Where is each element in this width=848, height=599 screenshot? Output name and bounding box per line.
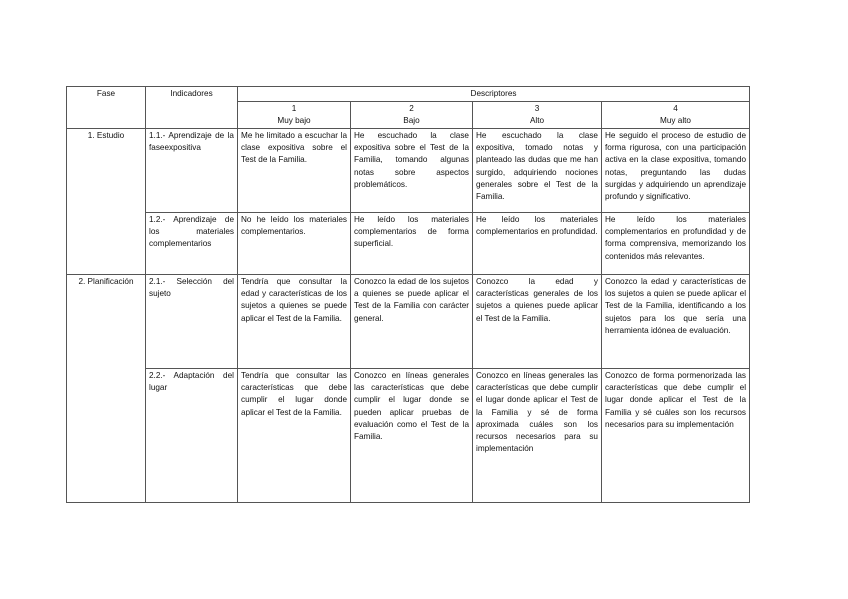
indicator-cell: 1.2.- Aprendizaje de los materiales complementarios (146, 213, 238, 275)
level-number: 4 (673, 104, 678, 114)
descriptor-cell: Conozco de forma pormenorizada las características que debe cumplir el lugar donde aplicar el Test de la Familia y sé cuáles son los recursos necesarios para su implementación (602, 369, 750, 503)
descriptor-cell: He leído los materiales complementarios en profundidad. (473, 213, 602, 275)
descriptor-cell: Conozco la edad y características de los sujetos a quien se puede aplicar el Test de la Familia, identificando a los sujetos para los que sería una herramienta idónea de evaluación. (602, 275, 750, 369)
phase-planificacion: 2. Planificación (67, 275, 146, 503)
table-row (67, 275, 750, 369)
phase-estudio: 1. Estudio (67, 129, 146, 275)
descriptor-cell: Me he limitado a escuchar la clase expositiva sobre el Test de la Familia. (238, 129, 351, 213)
descriptor-cell: He leído los materiales complementarios en profundidad y de forma comprensiva, memorizando los contenidos más relevantes. (602, 213, 750, 275)
level-header-4 (602, 102, 750, 129)
descriptor-cell: He escuchado la clase expositiva, tomado notas y planteado las dudas que me han surgido, adquiriendo nociones generales sobre el Test de la Familia. (473, 129, 602, 213)
rubric-table (66, 86, 750, 503)
indicator-cell: 2.2.- Adaptación del lugar (146, 369, 238, 503)
header-fase: Fase (67, 87, 146, 129)
level-label: Bajo (403, 116, 420, 126)
level-label: Muy alto (660, 116, 691, 126)
level-number: 1 (291, 104, 297, 114)
level-label: Muy bajo (277, 116, 311, 126)
descriptor-cell: Conozco en líneas generales las características que debe cumplir el lugar donde aplicar el Test de la Familia y sé de forma aproximada cuáles son los recursos necesarios para su implementación (473, 369, 602, 503)
level-number: 2 (409, 104, 414, 114)
header-indicadores: Indicadores (146, 87, 238, 129)
descriptor-cell: He escuchado la clase expositiva sobre el Test de la Familia, tomando algunas notas sobre aspectos problemáticos. (351, 129, 473, 213)
descriptor-cell: Conozco en líneas generales las características que debe cumplir el lugar donde se pueden aplicar pruebas de evaluación como el Test de la Familia. (351, 369, 473, 503)
table-row (67, 213, 750, 275)
descriptor-cell: No he leído los materiales complementarios. (238, 213, 351, 275)
header-descriptores: Descriptores (238, 87, 750, 102)
indicator-cell: 1.1.- Aprendizaje de la faseexpositiva (146, 129, 238, 213)
table-row (67, 369, 750, 503)
descriptor-cell: He seguido el proceso de estudio de forma rigurosa, con una participación activa en la clase expositiva, tomando notas, preguntando las dudas surgidas y adquiriendo un aprendizaje profundo y significativo. (602, 129, 750, 213)
level-number: 3 (534, 104, 540, 114)
descriptor-cell: Conozco la edad de los sujetos a quienes se puede aplicar el Test de la Familia con carácter general. (351, 275, 473, 369)
level-label: Alto (529, 116, 545, 126)
indicator-cell: 2.1.- Selección del sujeto (146, 275, 238, 369)
descriptor-cell: Conozco la edad y características generales de los sujetos a quienes puede aplicar el Test de la Familia. (473, 275, 602, 369)
level-header-2 (351, 102, 473, 129)
descriptor-cell: Tendría que consultar las características que debe cumplir el lugar donde aplicar el Test de la Familia. (238, 369, 351, 503)
descriptor-cell: He leído los materiales complementarios de forma superficial. (351, 213, 473, 275)
level-header-1 (238, 102, 351, 129)
descriptor-cell: Tendría que consultar la edad y características de los sujetos a quienes se puede aplicar el Test de la Familia. (238, 275, 351, 369)
level-header-3 (473, 102, 602, 129)
table-row (67, 129, 750, 213)
